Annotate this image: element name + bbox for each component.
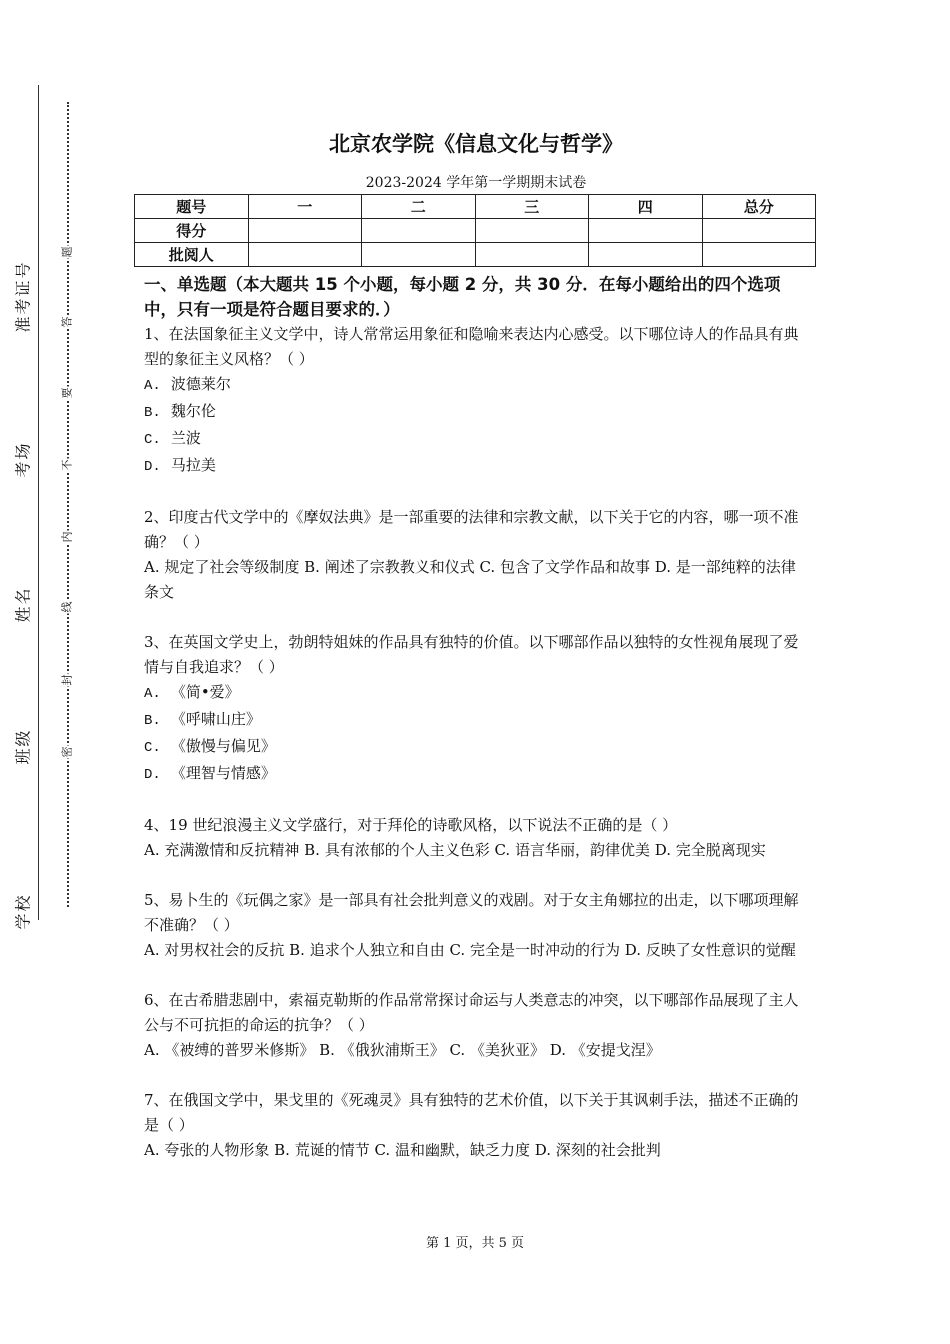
binding-dotted-line: [67, 102, 69, 907]
option-text: 《理智与情感》: [170, 764, 276, 782]
score-table-header-cell: 二: [362, 195, 476, 219]
question-item: [144, 988, 808, 1063]
answer-option[interactable]: [144, 734, 808, 761]
option-letter: A.: [144, 378, 161, 394]
question-item: [144, 1088, 808, 1163]
school-field-label: 学校: [11, 889, 34, 933]
answer-options-line[interactable]: A. 充满激情和反抗精神 B. 具有浓郁的个人主义色彩 C. 语言华丽，韵律优美 D. 完全脱离现实: [144, 841, 766, 859]
option-letter: B.: [144, 713, 161, 729]
question-item: [144, 322, 808, 480]
binding-solid-line: [38, 85, 39, 920]
option-text: 马拉美: [170, 456, 216, 474]
score-row: [135, 219, 816, 243]
option-text: 波德莱尔: [170, 375, 231, 393]
question-stem: 5、易卜生的《玩偶之家》是一部具有社会批判意义的戏剧。对于女主角娜拉的出走，以下哪项理解不准确？（ ）: [144, 891, 799, 934]
class-field-label: 班级: [11, 724, 34, 768]
seal-char: 内: [60, 531, 74, 543]
answer-option[interactable]: [144, 680, 808, 707]
exam-title: 北京农学院《信息文化与哲学》: [329, 132, 623, 156]
question-item: [144, 630, 808, 788]
section-heading: 一、单选题（本大题共 15 个小题，每小题 2 分，共 30 分．在每小题给出的四个选项中，只有一项是符合题目要求的．）: [144, 275, 781, 319]
question-list: [144, 322, 808, 1188]
question-stem: 6、在古希腊悲剧中，索福克勒斯的作品常常探讨命运与人类意志的冲突，以下哪部作品展现了主人公与不可抗拒的命运的抗争？（ ）: [144, 991, 799, 1034]
answer-option[interactable]: [144, 453, 808, 480]
question-item: [144, 888, 808, 963]
grader-cell[interactable]: [362, 243, 476, 267]
question-stem: 3、在英国文学史上，勃朗特姐妹的作品具有独特的价值。以下哪部作品以独特的女性视角展现了爱情与自我追求？（ ）: [144, 633, 799, 676]
score-table: [134, 194, 816, 267]
page-footer: 第 1 页，共 5 页: [425, 1236, 525, 1251]
option-text: 兰波: [170, 429, 201, 447]
score-table-header-cell: 总分: [702, 195, 816, 219]
question-stem: 1、在法国象征主义文学中，诗人常常运用象征和隐喻来表达内心感受。以下哪位诗人的作品具有典型的象征主义风格？（ ）: [144, 325, 799, 368]
score-table-header-cell: 四: [589, 195, 703, 219]
answer-options-line[interactable]: A. 《被缚的普罗米修斯》 B. 《俄狄浦斯王》 C. 《美狄亚》 D. 《安提戈涅》: [144, 1041, 661, 1059]
answer-options-line[interactable]: A. 规定了社会等级制度 B. 阐述了宗教教义和仪式 C. 包含了文学作品和故事 D. 是一部纯粹的法律条文: [144, 558, 796, 601]
grader-cell[interactable]: [589, 243, 703, 267]
seal-char: 不: [60, 459, 74, 471]
question-stem: 2、印度古代文学中的《摩奴法典》是一部重要的法律和宗教文献，以下关于它的内容，哪一项不准确？（ ）: [144, 508, 799, 551]
option-letter: C.: [144, 432, 161, 448]
question-item: [144, 813, 808, 863]
seal-char: 题: [60, 246, 74, 258]
seal-char: 密: [60, 746, 74, 758]
score-table-header-cell: 题号: [135, 195, 249, 219]
option-text: 《呼啸山庄》: [170, 710, 261, 728]
answer-option[interactable]: [144, 707, 808, 734]
option-text: 魏尔伦: [170, 402, 216, 420]
grader-row: [135, 243, 816, 267]
name-field-label: 姓名: [11, 582, 34, 626]
score-cell[interactable]: [475, 219, 589, 243]
score-table-header-row: [135, 195, 816, 219]
answer-option[interactable]: [144, 761, 808, 788]
grader-cell[interactable]: [702, 243, 816, 267]
option-letter: A.: [144, 686, 161, 702]
exam-room-field-label: 考场: [11, 437, 34, 481]
score-table-header-cell: 三: [475, 195, 589, 219]
question-item: [144, 505, 808, 605]
seal-char: 线: [60, 601, 74, 613]
score-cell[interactable]: [702, 219, 816, 243]
seal-char: 要: [60, 387, 74, 399]
answer-options-line[interactable]: A. 对男权社会的反抗 B. 追求个人独立和自由 C. 完全是一时冲动的行为 D. 反映了女性意识的觉醒: [144, 941, 796, 959]
score-row-label: 得分: [135, 219, 249, 243]
question-stem: 4、19 世纪浪漫主义文学盛行，对于拜伦的诗歌风格，以下说法不正确的是（ ）: [144, 816, 678, 834]
exam-subtitle: 2023-2024 学年第一学期期末试卷: [365, 175, 587, 191]
grader-cell[interactable]: [475, 243, 589, 267]
seal-char: 答: [60, 316, 74, 328]
option-letter: B.: [144, 405, 161, 421]
option-letter: C.: [144, 740, 161, 756]
score-cell[interactable]: [248, 219, 362, 243]
answer-option[interactable]: [144, 372, 808, 399]
answer-options-line[interactable]: A. 夸张的人物形象 B. 荒诞的情节 C. 温和幽默，缺乏力度 D. 深刻的社会批判: [144, 1141, 661, 1159]
answer-option[interactable]: [144, 426, 808, 453]
exam-id-field-label: 准考证号: [11, 256, 34, 336]
binding-margin: [0, 0, 110, 1344]
option-letter: D.: [144, 459, 161, 475]
option-letter: D.: [144, 767, 161, 783]
score-cell[interactable]: [589, 219, 703, 243]
grader-row-label: 批阅人: [135, 243, 249, 267]
seal-char: 封: [60, 674, 74, 686]
answer-option[interactable]: [144, 399, 808, 426]
question-stem: 7、在俄国文学中，果戈里的《死魂灵》具有独特的艺术价值，以下关于其讽刺手法，描述不正确的是（ ）: [144, 1091, 799, 1134]
option-text: 《傲慢与偏见》: [170, 737, 276, 755]
score-table-header-cell: 一: [248, 195, 362, 219]
score-cell[interactable]: [362, 219, 476, 243]
option-text: 《简•爱》: [170, 683, 240, 701]
grader-cell[interactable]: [248, 243, 362, 267]
